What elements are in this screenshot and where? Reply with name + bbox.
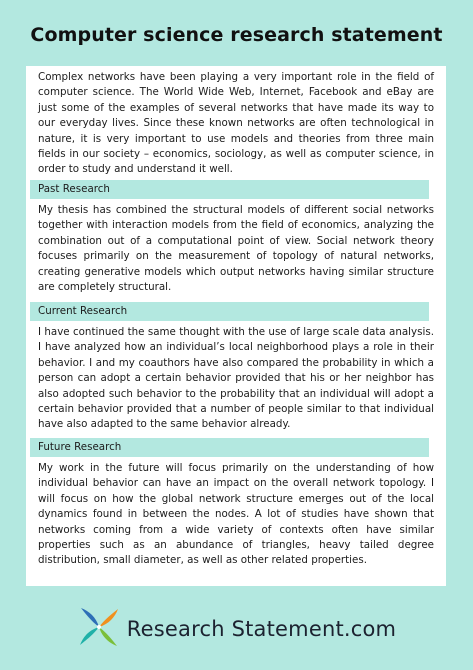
section-heading-past-research: Past Research xyxy=(30,180,429,199)
footer xyxy=(0,588,473,670)
future-research-paragraph: My work in the future will focus primarily on the understanding of how individual behavior can have an impact on the overall network topology. I will focus on how the global network structure emerges out of the local dynamics found in between the nodes. A lot of studies have shown that networks coming from a wide variety of contexts often have similar properties such as an abundance of triangles, heavy tailed degree distribution, small diameter, as well as other related properties. xyxy=(38,462,434,567)
intro-paragraph: Complex networks have been playing a very important role in the field of computer science. The World Wide Web, Internet, Facebook and eBay are just some of the examples of several networks that have made its way to our everyday lives. Since these known networks are often technological in nature, it is very important to use models and theories from three main fields in our society – economics, sociology, as well as computer science, in order to study and understand it well. xyxy=(38,71,434,176)
brand-name: Research Statement.com xyxy=(126,617,397,641)
statement-page xyxy=(26,66,446,586)
page-title: Computer science research statement xyxy=(30,24,443,46)
header xyxy=(0,0,473,66)
section-heading-current-research: Current Research xyxy=(30,302,429,321)
current-research-paragraph: I have continued the same thought with the use of large scale data analysis. I have analyzed how an individual’s local neighborhood plays a role in their behavior. I and my coauthors have also compared the probability in which a person can adopt a certain behavior provided that his or her neighbor has also adopted such behavior to the probability that an individual will adopt a certain behavior provided that a number of people similar to that individual have also adapted to the same behavior already. xyxy=(38,326,434,431)
past-research-paragraph: My thesis has combined the structural models of different social networks together with interaction models from the field of economics, analyzing the combination out of a computational point of view. Social network theory focuses primarily on the measurement of topology of natural networks, creating generative models which output networks having similar structure are completely structural. xyxy=(38,204,434,294)
pinwheel-logo-icon xyxy=(77,605,121,649)
section-heading-future-research: Future Research xyxy=(30,438,429,457)
